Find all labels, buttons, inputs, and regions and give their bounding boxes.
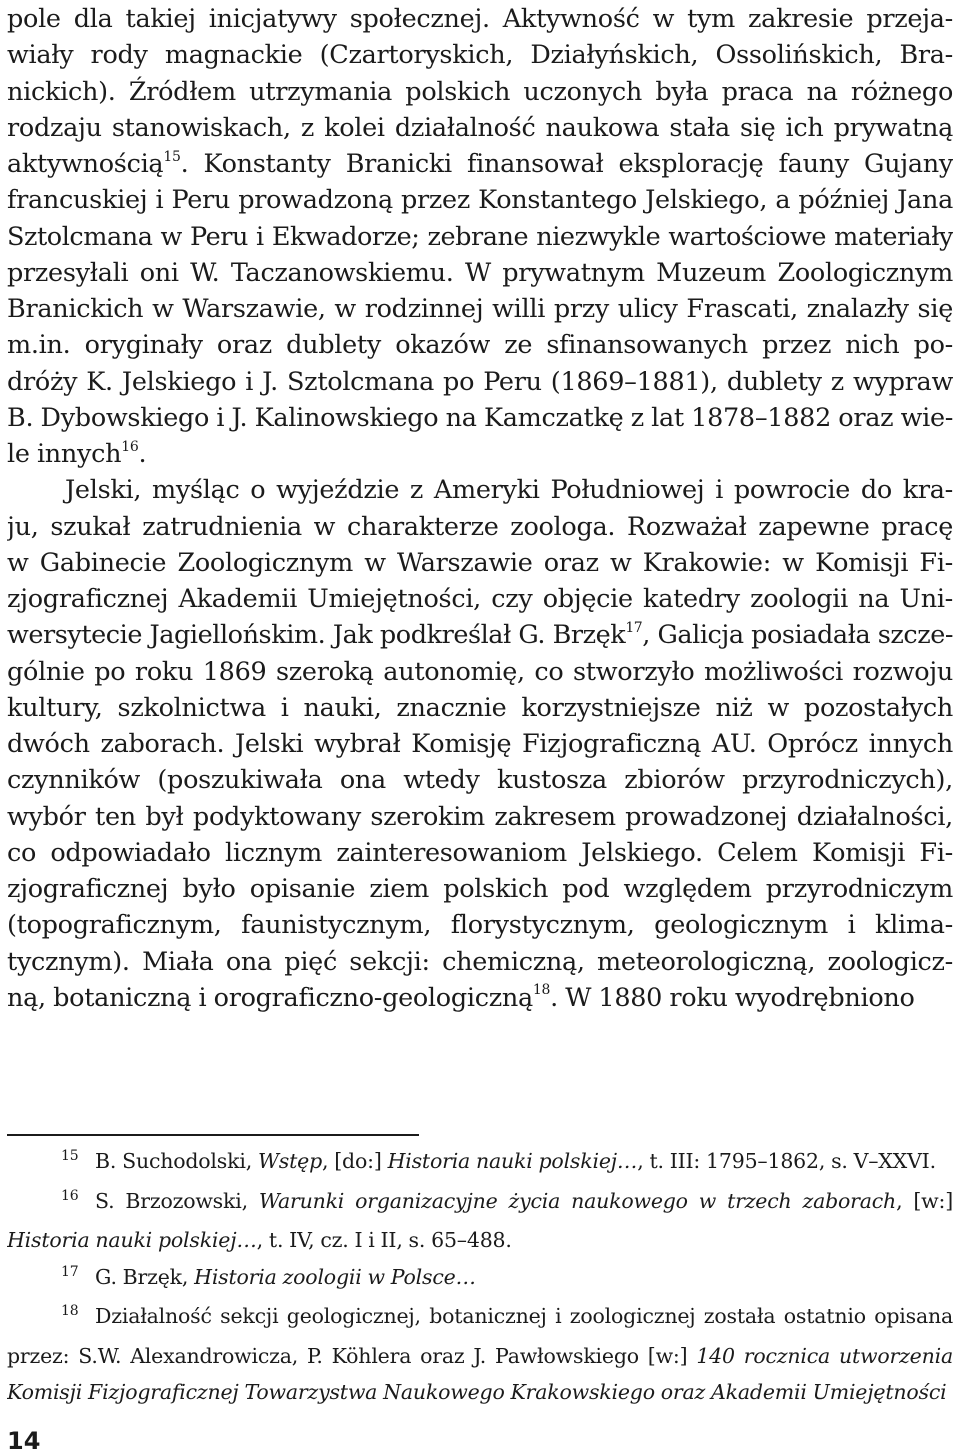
line-text: wybór ten był podyktowany szerokim zakresem prowadzonej działalności, [7,801,953,832]
text-line [7,581,953,617]
footnote-line [7,1183,953,1223]
footnote-text: S. Brzozowski, [95,1188,259,1213]
footnote-line [7,1298,953,1338]
footnote [7,1183,953,1259]
text-line [7,654,953,690]
footnote-text: przez: S.W. Alexandrowicza, P. Köhlera oraz J. Pawłowskiego [w:] [7,1343,697,1368]
text-line [7,436,953,472]
line-text: dróży K. Jelskiego i J. Sztolcmana po Peru (1869–1881), dublety z wypraw [7,366,953,397]
text-line [7,255,953,291]
text-line [7,400,953,436]
text-line [7,364,953,400]
line-text: wiały rody magnackie (Czartoryskich, Działyńskich, Ossolińskich, Bra- [7,40,953,71]
text-line [7,291,953,327]
line-text: dwóch zaborach. Jelski wybrał Komisję Fizjograficzną AU. Oprócz innych [7,729,953,759]
citation-title: Komisji Fizjograficznej Towarzystwa Naukowego Krakowskiego oraz Akademii Umiejętności [7,1380,947,1404]
footnote-ref: 17 [625,619,643,636]
footnote-line [7,1259,953,1299]
line-text: kultury, szkolnictwa i nauki, znacznie korzystniejsze niż w pozostałych [7,692,953,723]
line-text: ną, botaniczną i orograficzno-geologiczną [7,982,533,1013]
line-text: gólnie po roku 1869 szeroką autonomię, co stworzyło możliwości rozwoju [7,656,953,687]
footnote-text: , [w:] [896,1188,953,1213]
text-line [7,37,953,73]
citation-title: Historia nauki polskiej… [7,1228,257,1252]
line-text: B. Dybowskiego i J. Kalinowskiego na Kamczatkę z lat 1878–1882 oraz wie- [7,402,953,433]
text-line [7,871,953,907]
citation-title: Wstęp [257,1149,323,1173]
text-line [7,545,953,581]
text-line [7,509,953,545]
footnote-line [7,1374,953,1411]
footnote-line [7,1222,953,1259]
text-line [7,690,953,726]
footnote-number: 15 [61,1148,79,1164]
line-text: przesyłali oni W. Taczanowskiemu. W prywatnym Muzeum Zoologicznym [7,257,953,288]
line-text: nickich). Źródłem utrzymania polskich uczonych była praca na różnego [7,76,953,107]
line-text: rodzaju stanowiskach, z kolei działalność naukowa stała się ich prywatną [7,112,953,143]
citation-title: Historia zoologii w Polsce… [194,1264,476,1289]
paragraph [7,472,953,1016]
text-line [7,1,953,37]
line-text: zjograficznej było opisanie ziem polskich pod względem przyrodniczym [7,874,953,904]
text-line [7,835,953,871]
line-text: Branickich w Warszawie, w rodzinnej willi przy ulicy Frascati, znalazły się [7,294,953,324]
footnote-separator [7,1134,419,1136]
line-text: czynników (poszukiwała ona wtedy kustosza zbiorów przyrodniczych), [7,765,953,796]
footnote-text: , t. III: 1795–1862, s. V–XXVI. [637,1149,936,1173]
footnote-text: G. Brzęk, [95,1264,195,1289]
line-text: m.in. oryginały oraz dublety okazów ze sfinansowanych przez nich po- [7,330,953,361]
footnote-number: 18 [61,1303,79,1319]
line-text: tycznym). Miała ona pięć sekcji: chemiczną, meteorologiczną, zoologicz- [7,946,953,977]
line-text: le innych [7,439,122,469]
footnote-ref: 15 [163,148,181,165]
document-page [7,0,953,1456]
footnote-text: Działalność sekcji geologicznej, botanicznej i zoologicznej została ostatnio opisana [95,1304,953,1328]
line-text: zjograficznej Akademii Umiejętności, czy objęcie katedry zoologii na Uni- [7,584,953,614]
footnote-line [7,1143,953,1183]
text-line [7,980,953,1016]
footnote [7,1143,953,1183]
footnote-ref: 16 [121,438,139,455]
footnote-text: B. Suchodolski, [95,1149,258,1173]
line-text: . Konstanty Branicki finansował eksplorację fauny Gujany [180,149,953,179]
text-line [7,327,953,363]
text-line [7,944,953,980]
line-text: aktywnością [7,149,164,179]
line-text: w Gabinecie Zoologicznym w Warszawie oraz w Krakowie: w Komisji Fi- [7,547,953,578]
text-line [7,219,953,255]
footnote-text: , t. IV, cz. I i II, s. 65–488. [256,1228,512,1252]
line-text: , Galicja posiadała szcze- [642,620,953,651]
line-text: Jelski, myśląc o wyjeździe z Ameryki Południowej i powrocie do kra- [65,475,953,506]
text-line [7,110,953,146]
citation-title: Historia nauki polskiej… [387,1149,638,1173]
line-text: ju, szukał zatrudnienia w charakterze zoologa. Rozważał zapewne pracę [7,511,953,542]
footnote-number: 17 [61,1263,79,1280]
text-line [7,726,953,762]
body-text [7,1,953,1016]
citation-title: 140 rocznica utworzenia [696,1343,953,1368]
text-line [7,472,953,508]
citation-title: Warunki organizacyjne życia naukowego w trzech zaborach [258,1188,897,1213]
line-text: co odpowiadało licznym zainteresowaniom Jelskiego. Celem Komisji Fi- [7,837,953,868]
text-line [7,74,953,110]
line-text: . W 1880 roku wyodrębniono [550,982,915,1013]
paragraph [7,1,953,472]
text-line [7,762,953,798]
page-number: 14 [7,1427,41,1455]
footnote [7,1298,953,1411]
footnote-ref: 18 [532,982,551,999]
line-text: wersytecie Jagiellońskim. Jak podkreślał G. Brzęk [7,620,626,651]
footnote-line [7,1338,953,1375]
footnote [7,1259,953,1299]
text-line [7,146,953,182]
text-line [7,182,953,218]
footnote-number: 16 [61,1187,79,1204]
text-line [7,907,953,943]
line-text: pole dla takiej inicjatywy społecznej. Aktywność w tym zakresie przeja- [7,4,953,34]
line-text: francuskiej i Peru prowadzoną przez Konstantego Jelskiego, a później Jana [7,185,953,216]
text-line [7,799,953,835]
text-line [7,617,953,653]
line-text: Sztolcmana w Peru i Ekwadorze; zebrane niezwykle wartościowe materiały [7,221,953,252]
line-text: . [138,439,147,469]
footnotes [7,1143,953,1411]
line-text: (topograficznym, faunistycznym, florystycznym, geologicznym i klima- [7,910,953,941]
footnote-text: , [do:] [322,1149,388,1173]
